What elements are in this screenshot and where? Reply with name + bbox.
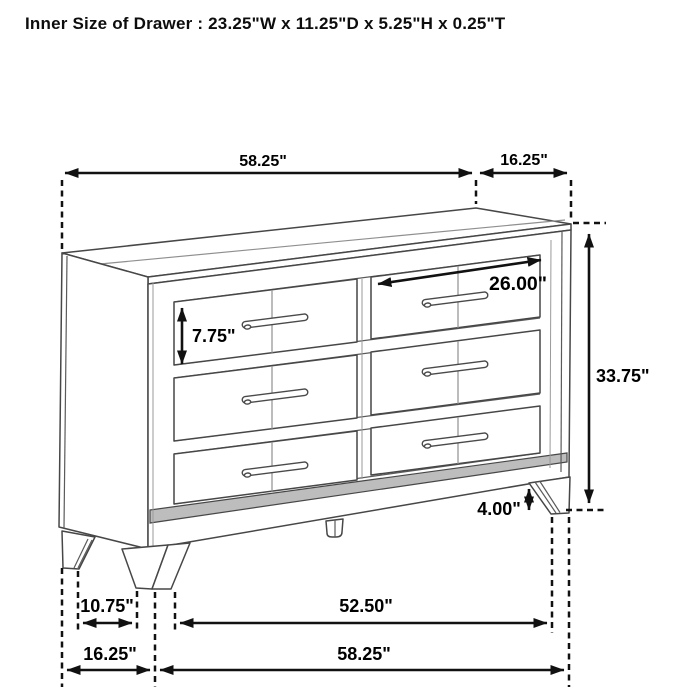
- dim-label-top-width: 58.25": [239, 153, 287, 170]
- dim-label-leg-height: 4.00": [477, 499, 521, 519]
- dresser-left-side-panel: [59, 253, 148, 549]
- page-title: Inner Size of Drawer : 23.25"W x 11.25"D x 5.25"H x 0.25"T: [25, 14, 506, 33]
- dimension-leg-height: [477, 489, 529, 519]
- dimension-top-depth: [480, 152, 571, 220]
- dim-label-drawer-height: 7.75": [192, 326, 236, 346]
- front-left-leg: [122, 543, 190, 589]
- back-left-leg: [62, 531, 95, 569]
- front-right-leg: [529, 477, 570, 514]
- dimension-overall-height: [566, 223, 650, 510]
- dim-label-top-depth: 16.25": [500, 152, 548, 169]
- dim-label-front-leg-spacing: 52.50": [339, 596, 393, 616]
- dimension-side-leg-spacing: [78, 571, 137, 633]
- dim-label-side-leg-spacing: 10.75": [80, 596, 134, 616]
- dim-label-drawer-width: 26.00": [488, 273, 548, 295]
- dresser-drawing: [59, 208, 571, 589]
- center-glide: [326, 519, 343, 537]
- dim-label-overall-height: 33.75": [596, 366, 650, 386]
- dim-label-base-depth: 16.25": [83, 644, 137, 664]
- dim-label-base-width: 58.25": [337, 644, 391, 664]
